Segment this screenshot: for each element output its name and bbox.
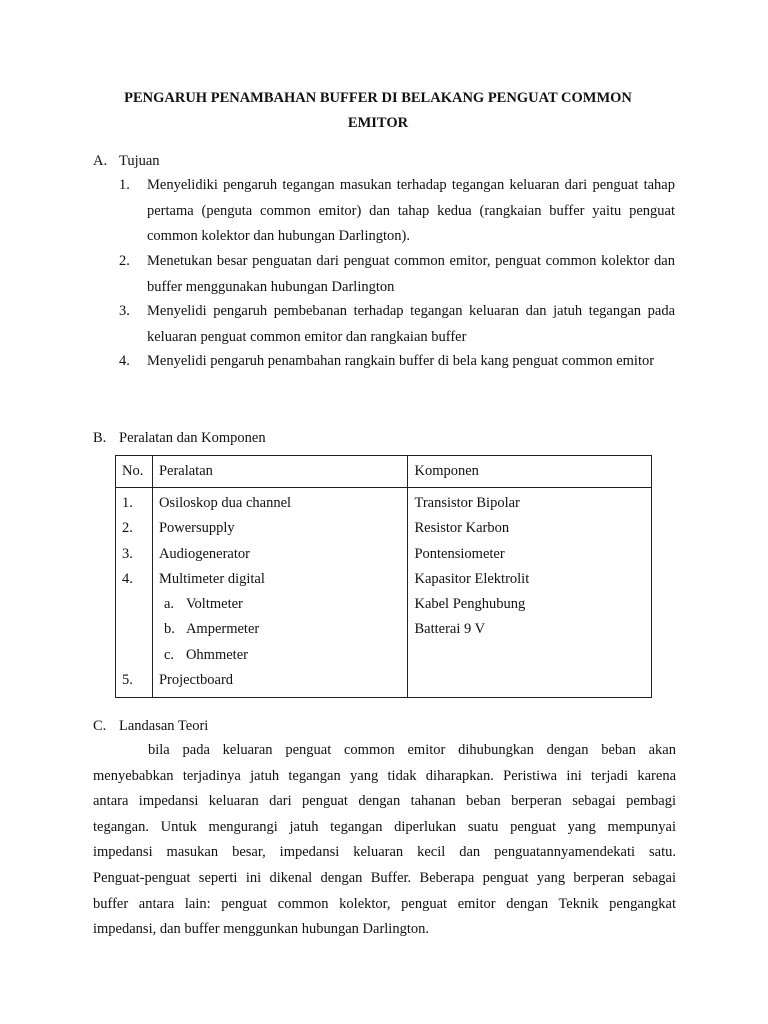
section-c-letter: C.	[93, 718, 107, 734]
row-number	[122, 643, 152, 668]
section-b-heading	[93, 428, 266, 448]
row-number: 3.	[122, 545, 133, 562]
objective-item	[119, 249, 675, 300]
subitem-letter: c.	[163, 646, 175, 663]
equipment-subitem	[159, 617, 408, 642]
row-number: 5.	[122, 672, 133, 689]
title-line-1: PENGARUH PENAMBAHAN BUFFER DI BELAKANG PENGUAT COMMON	[124, 90, 632, 106]
subitem-letter: a.	[163, 596, 175, 613]
component-item: Kabel Penghubung	[414, 596, 526, 613]
equipment-item: Audiogenerator	[158, 545, 250, 562]
section-b-letter: B.	[93, 430, 107, 446]
paragraph-line: impedansi masukan besar, impedansi keluaran kecil dan penguatannyamendekati satu.	[93, 844, 676, 861]
component-item: Batterai 9 V	[414, 621, 486, 638]
row-number	[122, 617, 152, 642]
document-title	[80, 86, 676, 136]
header-komponen: Komponen	[408, 456, 652, 488]
subitem-text: Ampermeter	[185, 621, 260, 638]
table-header-row	[116, 456, 652, 488]
paragraph-line: impedansi, dan buffer menggunkan hubungan Darlington.	[93, 921, 429, 938]
objective-text: Menyelidiki pengaruh tegangan masukan terhadap tegangan keluaran dari penguat tahap pertama (penguta common emitor) dan tahap kedua (rangkaian buffer yaitu penguat common kolektor dan hubungan Darlington).	[147, 177, 675, 244]
paragraph-line: bila pada keluaran penguat common emitor dihubungkan dengan beban akan	[148, 742, 676, 758]
objective-number: 3.	[119, 303, 130, 319]
section-a-letter: A.	[93, 153, 108, 169]
row-number: 4.	[122, 570, 133, 587]
section-c-title: Landasan Teori	[119, 718, 209, 734]
row-number	[122, 592, 152, 617]
objective-text: Menyelidi pengaruh pembebanan terhadap tegangan keluaran dan jatuh tegangan pada keluaran penguat common emitor dan rangkaian buffer	[147, 303, 675, 345]
paragraph-line: Penguat-penguat seperti ini dikenal dengan Buffer. Beberapa penguat yang berperan sebagai	[93, 869, 676, 886]
component-item: Transistor Bipolar	[414, 495, 520, 511]
component-item: Resistor Karbon	[414, 520, 510, 537]
peralatan-column	[152, 488, 408, 698]
paragraph-line: buffer antara lain: penguat common kolektor, penguat emitor dengan Teknik pengangkat	[93, 895, 676, 912]
subitem-text: Ohmmeter	[185, 646, 248, 663]
header-peralatan: Peralatan	[152, 456, 408, 488]
equipment-subitem	[159, 643, 408, 668]
section-c-heading	[93, 716, 208, 736]
section-a-title: Tujuan	[119, 153, 160, 169]
theory-paragraph	[93, 738, 676, 943]
objective-item	[119, 349, 675, 375]
paragraph-line: tegangan. Untuk mengurangi jatuh tegangan diperlukan suatu penguat yang mempunyai	[93, 818, 676, 835]
row-number: 1.	[122, 495, 133, 511]
objective-number: 2.	[119, 253, 130, 269]
paragraph-line: antara impedansi keluaran dari penguat dengan tahanan beban berperan sebagai pembagi	[93, 793, 676, 810]
equipment-item: Multimeter digital	[158, 570, 265, 587]
subitem-text: Voltmeter	[185, 596, 243, 613]
section-a-heading	[93, 151, 160, 171]
row-number: 2.	[122, 520, 133, 537]
title-line-2: EMITOR	[347, 115, 409, 131]
objective-item	[119, 299, 675, 350]
equipment-item: Projectboard	[158, 672, 234, 689]
equipment-item: Osiloskop dua channel	[158, 495, 292, 511]
table-body-row	[116, 488, 652, 698]
component-item: Kapasitor Elektrolit	[414, 570, 530, 587]
objective-text: Menetukan besar penguatan dari penguat common emitor, penguat common kolektor dan buffer menggunakan hubungan Darlington	[147, 253, 675, 295]
subitem-letter: b.	[163, 621, 175, 638]
component-item: Pontensiometer	[414, 545, 505, 562]
objective-item	[119, 173, 675, 250]
equipment-table	[115, 455, 652, 698]
paragraph-line: menyebabkan terjadinya jatuh tegangan yang tidak diharapkan. Peristiwa ini terjadi karena	[93, 767, 676, 784]
objective-number: 1.	[119, 177, 130, 193]
equipment-item: Powersupply	[158, 520, 235, 537]
objective-number: 4.	[119, 353, 130, 369]
equipment-subitem	[159, 592, 408, 617]
no-column	[116, 488, 153, 698]
komponen-column	[408, 488, 652, 698]
objective-text: Menyelidi pengaruh penambahan rangkain buffer di bela kang penguat common emitor	[147, 353, 655, 369]
header-no: No.	[116, 456, 153, 488]
section-b-title: Peralatan dan Komponen	[119, 430, 266, 446]
